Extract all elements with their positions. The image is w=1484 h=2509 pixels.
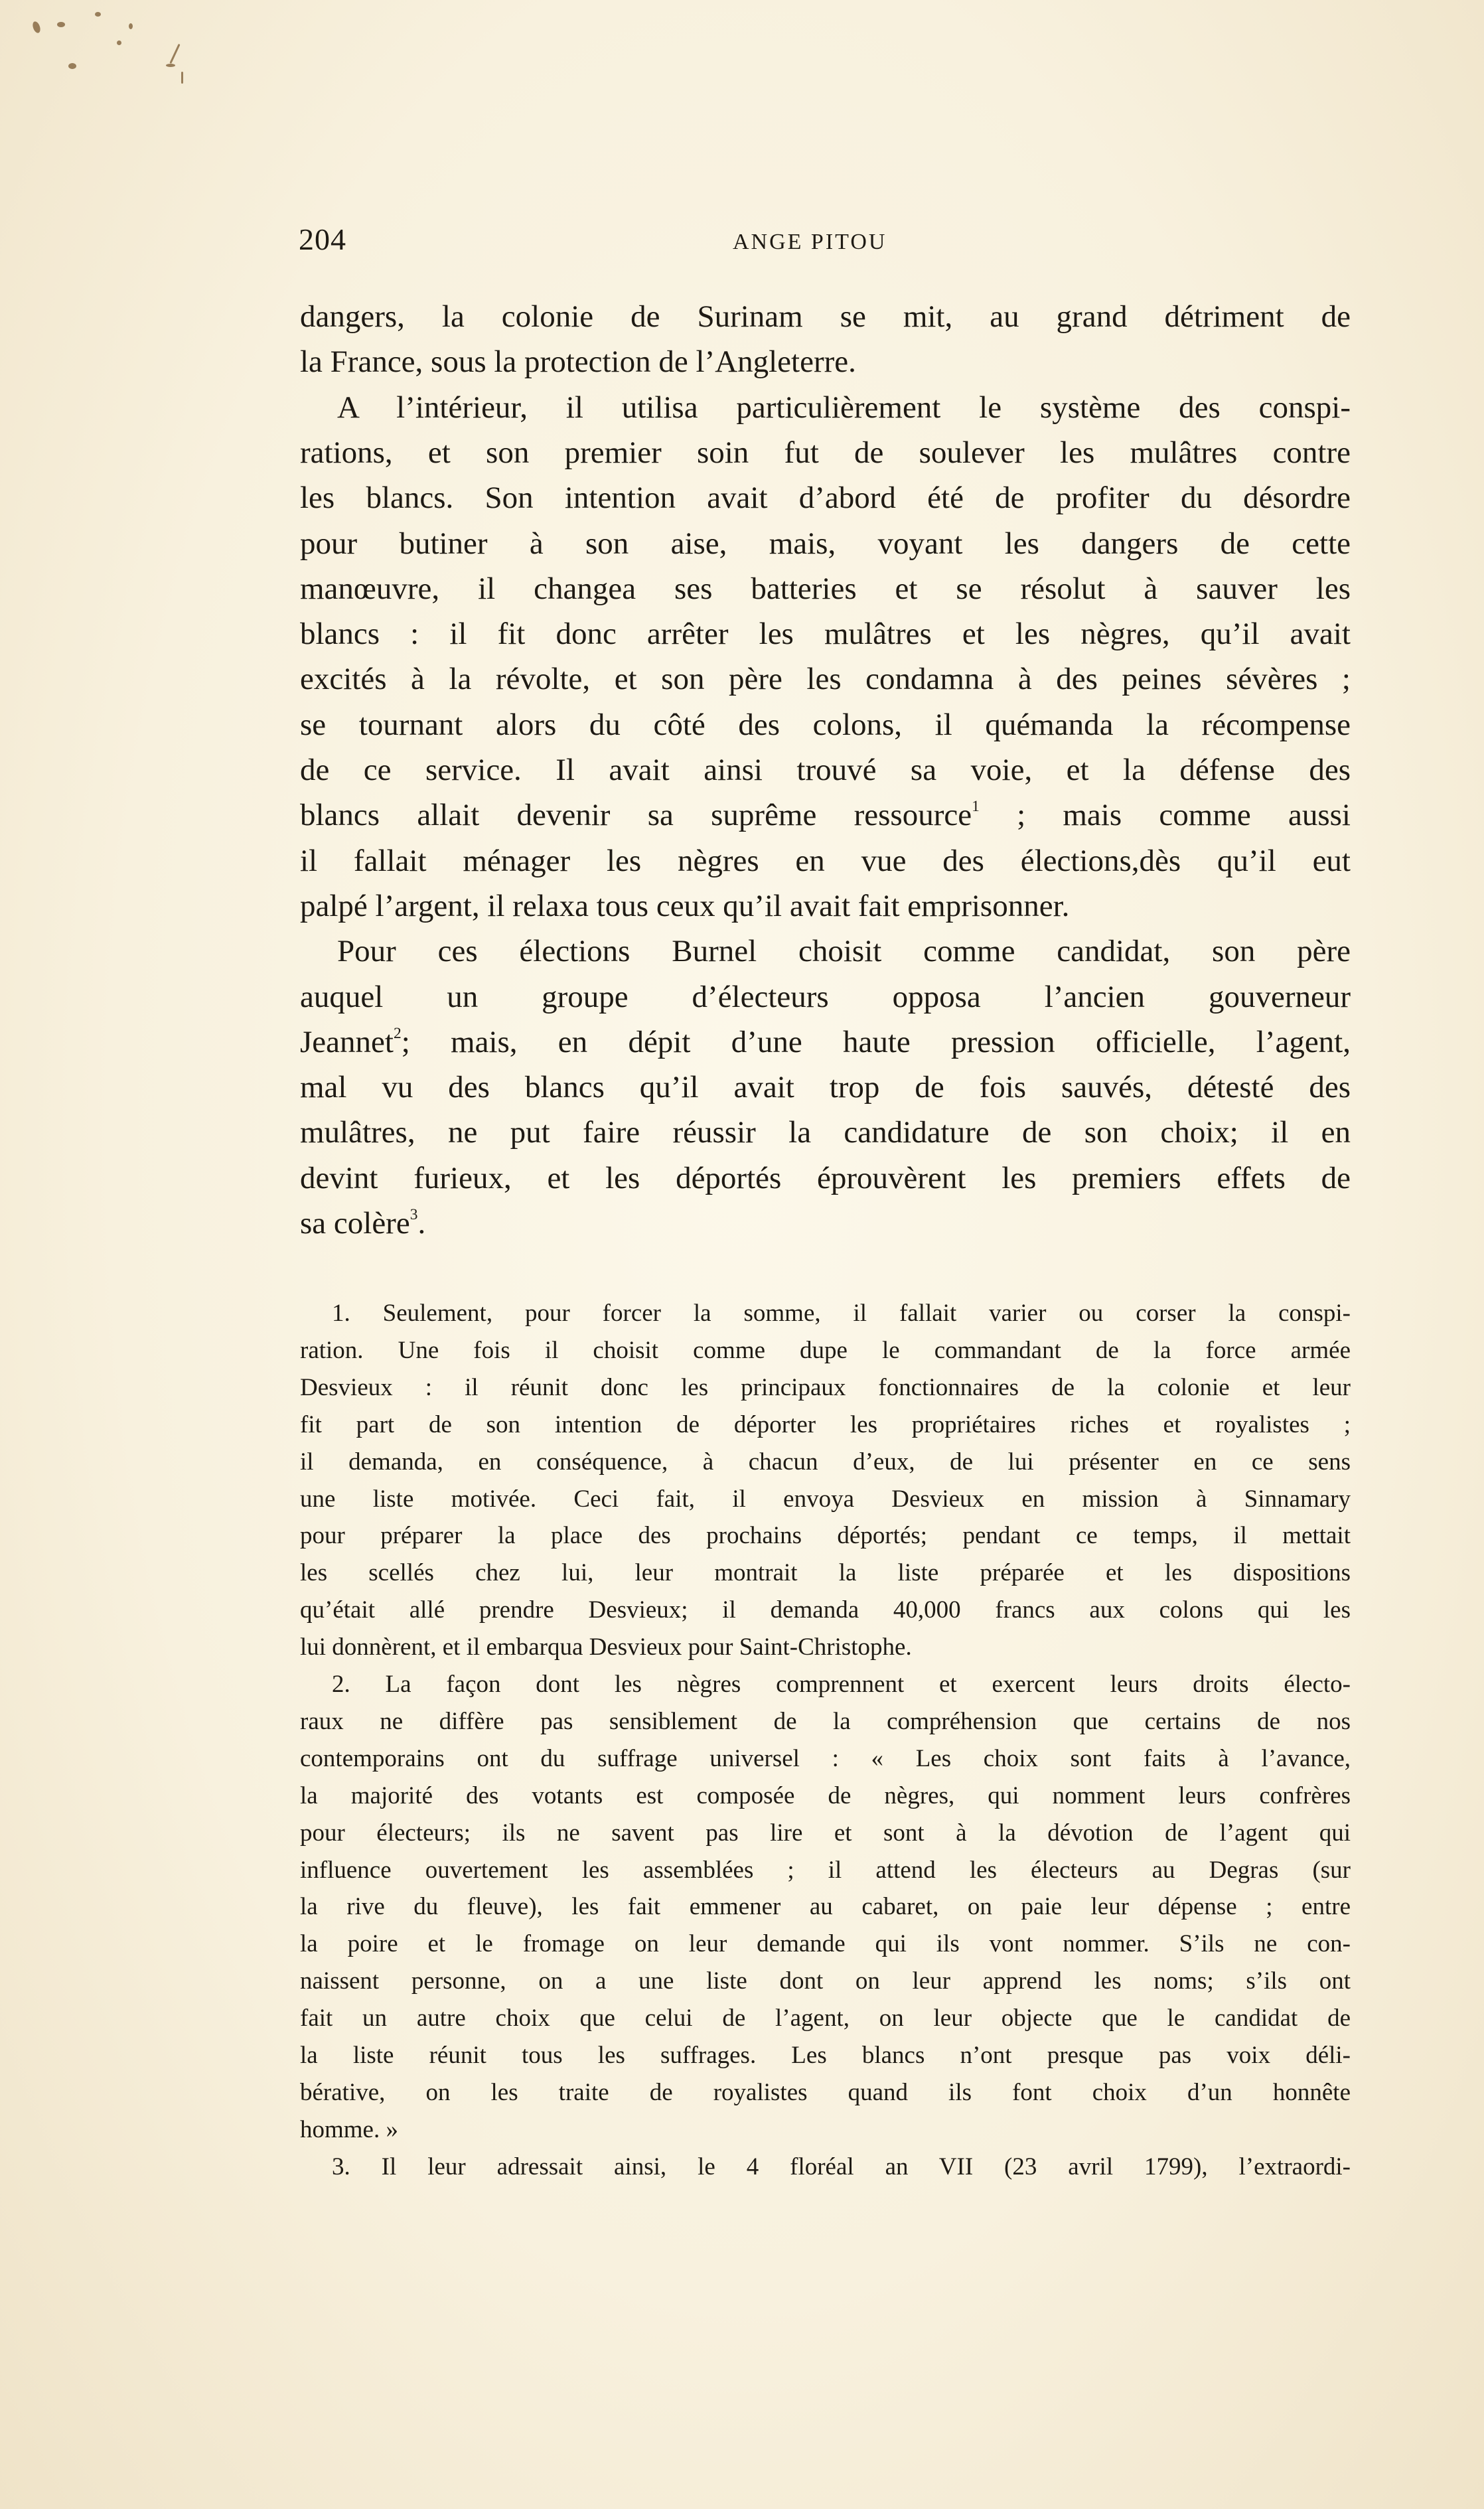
body-line-text: rations, et son premier soin fut de soulever les mulâtres contre [300, 435, 1351, 470]
footnote-line [300, 1629, 1351, 1666]
body-line-text: auquel un groupe d’électeurs opposa l’ancien gouverneur [300, 979, 1351, 1014]
footnote-line [300, 1888, 1351, 1926]
body-line-text: mal vu des blancs qu’il avait trop de fois sauvés, détesté des [300, 1070, 1351, 1105]
footnote-line [300, 1517, 1351, 1555]
page-number: 204 [299, 222, 346, 256]
footnote-ref[interactable]: 3 [409, 1205, 418, 1223]
footnote-line-text: la poire et le fromage on leur demande qui ils vont nommer. S’ils ne con- [300, 1930, 1351, 1958]
footnote-line [300, 2149, 1351, 2186]
body-line-text: ; mais, en dépit d’une haute pression officielle, l’agent, [401, 1024, 1351, 1059]
footnote-line [300, 1740, 1351, 1778]
body-line-text: la France, sous la protection de l’Angleterre. [300, 344, 856, 380]
body-line [300, 385, 1351, 430]
footnote-line [300, 1407, 1351, 1444]
footnote-line [300, 1815, 1351, 1852]
body-line [300, 1201, 1351, 1246]
stain-mark [57, 22, 65, 27]
body-line-text: les blancs. Son intention avait d’abord été de profiter du désordre [300, 481, 1351, 516]
body-line-text: Jeannet [300, 1024, 394, 1059]
body-line [300, 566, 1351, 611]
body-line [300, 1156, 1351, 1201]
footnote-line-text: pour préparer la place des prochains déportés; pendant ce temps, il mettait [300, 1522, 1351, 1550]
footnote-line-text: il demanda, en conséquence, à chacun d’eux, de lui présenter en ce sens [300, 1448, 1351, 1476]
body-line-text: manœuvre, il changea ses batteries et se résolut à sauver les [300, 571, 1351, 606]
body-line-text: excités à la révolte, et son père les condamna à des peines sévères ; [300, 662, 1351, 697]
body-line [300, 611, 1351, 656]
footnote-line-text: 1. Seulement, pour forcer la somme, il fallait varier ou corser la conspi- [332, 1300, 1351, 1327]
body-line-text: mulâtres, ne put faire réussir la candidature de son choix; il en [300, 1115, 1351, 1150]
footnote-line [300, 1555, 1351, 1592]
body-line-text: A l’intérieur, il utilisa particulièrement le système des conspi- [337, 390, 1351, 425]
body-line-text: il fallait ménager les nègres en vue des élections,dès qu’il eut [300, 843, 1351, 878]
footnote-line [300, 2000, 1351, 2037]
footnote-line-text: fait un autre choix que celui de l’agent, on leur objecte que le candidat de [300, 2005, 1351, 2032]
footnote-line [300, 1666, 1351, 1703]
footnote-line-text: bérative, on les traite de royalistes quand ils font choix d’un honnête [300, 2078, 1351, 2106]
body-line [300, 929, 1351, 974]
footnote-line [300, 1369, 1351, 1407]
stain-mark [68, 63, 76, 69]
stain-mark [129, 23, 133, 29]
body-line [300, 1020, 1351, 1065]
body-line-text: blancs : il fit donc arrêter les mulâtres et les nègres, qu’il avait [300, 617, 1351, 652]
body-line [300, 974, 1351, 1020]
footnote-line [300, 1778, 1351, 1815]
footnote-line [300, 1481, 1351, 1518]
body-line [300, 883, 1351, 929]
footnote-line-text: la majorité des votants est composée de nègres, qui nomment leurs confrères [300, 1782, 1351, 1809]
body-line-text: se tournant alors du côté des colons, il quémanda la récompense [300, 707, 1351, 742]
footnote-line-text: la rive du fleuve), les fait emmener au cabaret, on paie leur dépense ; entre [300, 1893, 1351, 1921]
body-line-text: blancs allait devenir sa suprême ressource [300, 798, 972, 833]
body-line [300, 339, 1351, 384]
running-head: ANGE PITOU [733, 230, 887, 254]
footnote-line-text: contemporains ont du suffrage universel : « Les choix sont faits à l’avance, [300, 1744, 1351, 1772]
stain-mark [166, 64, 175, 67]
stain-mark [31, 21, 42, 34]
body-line-text: dangers, la colonie de Surinam se mit, au grand détriment de [300, 299, 1351, 334]
footnote-line-text: fit part de son intention de déporter les propriétaires riches et royalistes ; [300, 1410, 1351, 1438]
body-line [300, 656, 1351, 702]
body-line-text: Pour ces élections Burnel choisit comme candidat, son père [337, 934, 1351, 969]
footnote-line [300, 1963, 1351, 2000]
footnote-line-text: homme. » [300, 2115, 398, 2143]
body-line-text: pour butiner à son aise, mais, voyant les dangers de cette [300, 526, 1351, 561]
footnote-line [300, 1295, 1351, 1332]
stain-mark [117, 40, 121, 45]
footnote-line-text: qu’était allé prendre Desvieux; il demanda 40,000 francs aux colons qui les [300, 1596, 1351, 1624]
footnote-line [300, 1592, 1351, 1629]
body-line [300, 294, 1351, 339]
body-line [300, 475, 1351, 520]
body-line-text: sa colère [300, 1206, 410, 1241]
body-line-text: . [417, 1206, 426, 1241]
stain-mark [181, 72, 183, 84]
footnote-line [300, 1926, 1351, 1963]
footnote-line-text: raux ne diffère pas sensiblement de la compréhension que certains de nos [300, 1707, 1351, 1735]
footnote-line [300, 1444, 1351, 1481]
body-line [300, 1110, 1351, 1155]
body-line [300, 747, 1351, 793]
footnote-line [300, 2037, 1351, 2074]
footnote-line [300, 2111, 1351, 2149]
footnote-ref[interactable]: 1 [972, 798, 980, 816]
footnote-line [300, 1852, 1351, 1889]
footnote-line-text: lui donnèrent, et il embarqua Desvieux pour Saint-Christophe. [300, 1634, 912, 1661]
footnote-line [300, 1703, 1351, 1740]
footnote-line-text: la liste réunit tous les suffrages. Les blancs n’ont presque pas voix déli- [300, 2042, 1351, 2069]
body-line [300, 430, 1351, 475]
body-line-text: palpé l’argent, il relaxa tous ceux qu’il avait fait emprisonner. [300, 888, 1070, 923]
footnote-line-text: 3. Il leur adressait ainsi, le 4 floréal an VII (23 avril 1799), l’extraordi- [332, 2153, 1351, 2180]
footnote-line-text: ration. Une fois il choisit comme dupe le commandant de la force armée [300, 1336, 1351, 1364]
footnote-line [300, 1332, 1351, 1369]
footnote-line-text: influence ouvertement les assemblées ; il attend les électeurs au Degras (sur [300, 1856, 1351, 1884]
stain-mark [95, 12, 101, 17]
footnote-line-text: 2. La façon dont les nègres comprennent et exercent leurs droits électo- [332, 1671, 1351, 1698]
stain-mark [169, 44, 180, 64]
footnote-line-text: les scellés chez lui, leur montrait la liste préparée et les dispositions [300, 1559, 1351, 1587]
body-line [300, 521, 1351, 566]
footnote-line-text: pour électeurs; ils ne savent pas lire et sont à la dévotion de l’agent qui [300, 1819, 1351, 1847]
footnote-ref[interactable]: 2 [393, 1024, 402, 1042]
footnote-line-text: Desvieux : il réunit donc les principaux fonctionnaires de la colonie et leur [300, 1373, 1351, 1401]
body-line [300, 1065, 1351, 1110]
body-line-text: ; mais comme aussi [979, 798, 1351, 833]
footnote-line [300, 2074, 1351, 2111]
body-line [300, 838, 1351, 883]
body-line-text: de ce service. Il avait ainsi trouvé sa voie, et la défense des [300, 753, 1351, 787]
footnote-line-text: une liste motivée. Ceci fait, il envoya Desvieux en mission à Sinnamary [300, 1485, 1351, 1513]
body-line [300, 793, 1351, 838]
body-line-text: devint furieux, et les déportés éprouvèrent les premiers effets de [300, 1160, 1351, 1195]
footnote-line-text: naissent personne, on a une liste dont on leur apprend les noms; s’ils ont [300, 1967, 1351, 1995]
body-line [300, 702, 1351, 747]
